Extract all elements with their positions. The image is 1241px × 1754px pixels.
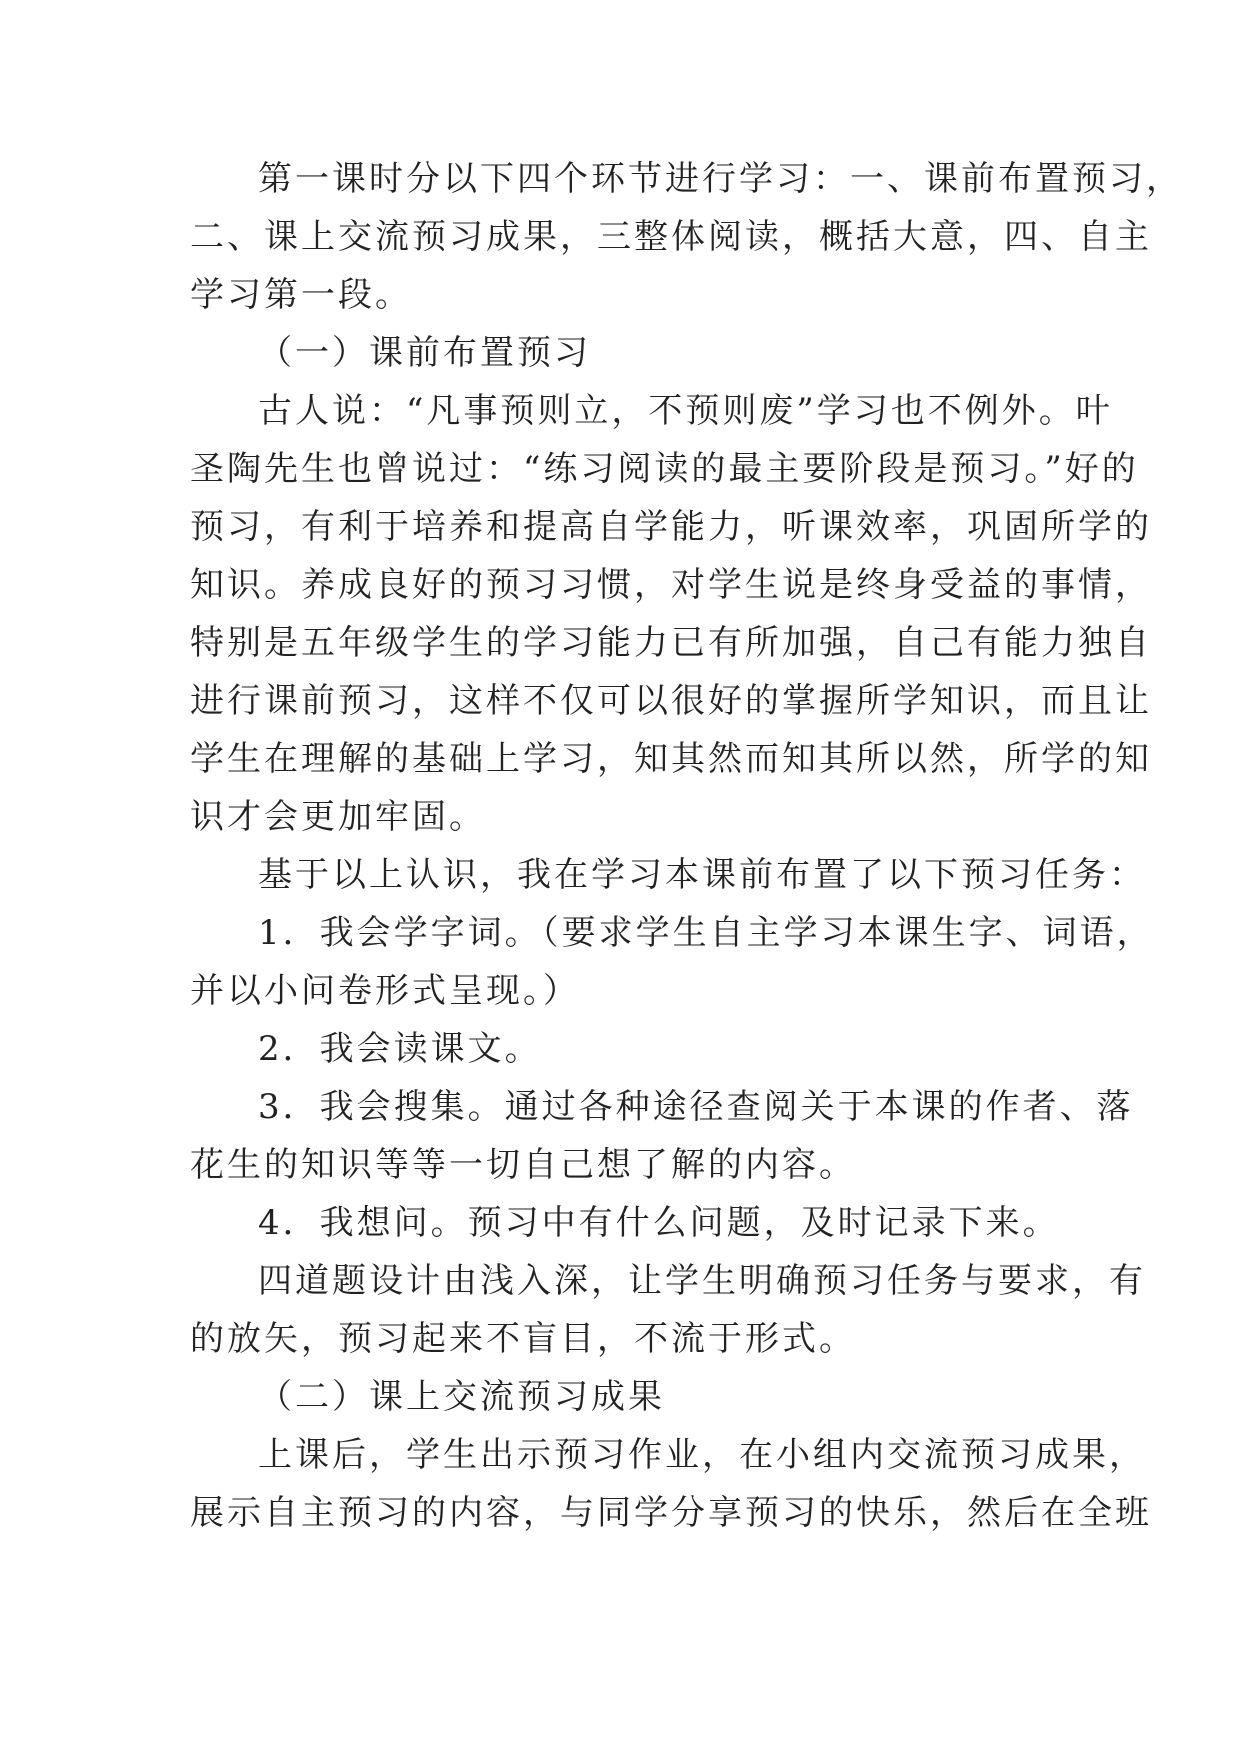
text-line: 1．我会学字词。（要求学生自主学习本课生字、词语， <box>258 913 1154 953</box>
text-line: 识才会更加牢固。 <box>190 797 486 837</box>
text-line: 2．我会读课文。 <box>258 1029 542 1069</box>
text-line: 知识。养成良好的预习习惯，对学生说是终身受益的事情， <box>190 565 1152 605</box>
text-line: 预习，有利于培养和提高自学能力，听课效率，巩固所学的 <box>190 507 1152 547</box>
text-line: 进行课前预习，这样不仅可以很好的掌握所学知识，而且让 <box>190 681 1152 721</box>
text-line: 花生的知识等等一切自己想了解的内容。 <box>190 1145 856 1185</box>
text-line: 基于以上认识，我在学习本课前布置了以下预习任务： <box>258 855 1146 895</box>
text-line: 第一课时分以下四个环节进行学习：一、课前布置预习， <box>258 159 1183 199</box>
text-line: 上课后，学生出示预习作业，在小组内交流预习成果， <box>258 1435 1146 1475</box>
text-line: （二）课上交流预习成果 <box>258 1377 665 1417</box>
text-line: 3．我会搜集。通过各种途径查阅关于本课的作者、落 <box>258 1087 1134 1127</box>
text-line: 并以小问卷形式呈现。） <box>190 971 580 1011</box>
text-line: （一）课前布置预习 <box>258 333 591 373</box>
text-line: 展示自主预习的内容，与同学分享预习的快乐，然后在全班 <box>190 1493 1152 1533</box>
document-body <box>190 150 1183 1542</box>
text-line: 学生在理解的基础上学习，知其然而知其所以然，所学的知 <box>190 739 1152 779</box>
text-line: 二、课上交流预习成果，三整体阅读，概括大意，四、自主 <box>190 217 1152 257</box>
text-line: 的放矢，预习起来不盲目，不流于形式。 <box>190 1319 856 1359</box>
text-line: 学习第一段。 <box>190 275 412 315</box>
text-line: 4．我想问。预习中有什么问题，及时记录下来。 <box>258 1203 1060 1243</box>
text-line: 圣陶先生也曾说过：“练习阅读的最主要阶段是预习。”好的 <box>190 449 1139 489</box>
text-line: 特别是五年级学生的学习能力已有所加强，自己有能力独自 <box>190 623 1152 663</box>
text-line: 古人说：“凡事预则立，不预则废”学习也不例外。叶 <box>258 391 1113 431</box>
text-line: 四道题设计由浅入深，让学生明确预习任务与要求，有 <box>258 1261 1146 1301</box>
